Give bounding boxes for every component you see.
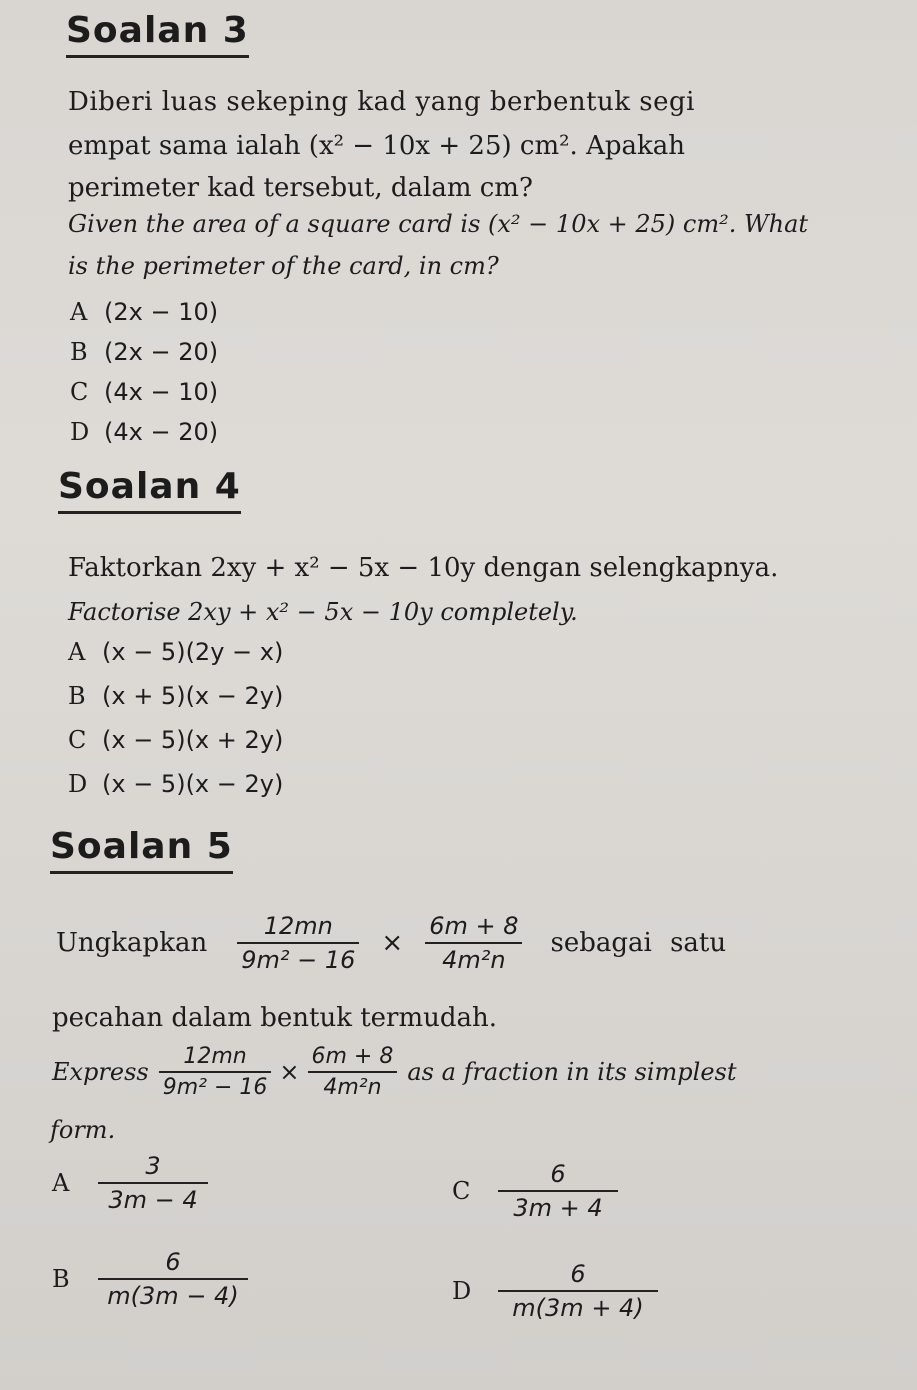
q5-option-d-fraction <box>498 1260 658 1322</box>
q5-malay-fraction-2 <box>425 912 522 974</box>
q3-heading: Soalan 3 <box>66 10 249 58</box>
q5-english-fraction-1-den: 9m² − 16 <box>162 1075 268 1100</box>
q5-english-fraction-2-num: 6m + 8 <box>308 1044 398 1073</box>
q5-malay-fraction-2-den: 4m²n <box>442 946 506 974</box>
q3-option-d[interactable] <box>70 418 218 446</box>
q5-heading: Soalan 5 <box>50 826 233 874</box>
q3-option-c[interactable] <box>70 378 218 406</box>
q3-option-c-letter: C <box>70 378 89 406</box>
q4-option-d-value: (x − 5)(x − 2y) <box>102 770 284 798</box>
q3-option-b[interactable] <box>70 338 218 366</box>
q4-option-b[interactable] <box>68 682 283 710</box>
q3-english-line-1: Given the area of a square card is (x² − 10x + 25) cm². What <box>68 210 809 238</box>
q4-malay: Faktorkan 2xy + x² − 5x − 10y dengan selengkapnya. <box>68 553 779 583</box>
q5-malay-times-sign: × <box>381 928 404 958</box>
q5-english-prefix: Express <box>52 1058 149 1086</box>
q5-option-d-den: m(3m + 4) <box>512 1294 644 1322</box>
q3-option-a-value: (2x − 10) <box>104 298 219 326</box>
q5-malay-line-2: pecahan dalam bentuk termudah. <box>52 1003 498 1033</box>
q4-option-c-value: (x − 5)(x + 2y) <box>102 726 284 754</box>
q5-english-suffix: as a fraction in its simplest <box>407 1058 737 1086</box>
q5-english-times-sign: × <box>279 1058 300 1086</box>
q5-option-c-den: 3m + 4 <box>513 1194 603 1222</box>
q5-option-b-num: 6 <box>98 1248 248 1280</box>
q5-english-fraction-2-den: 4m²n <box>323 1075 382 1100</box>
q5-option-a[interactable] <box>52 1152 208 1214</box>
q3-option-d-value: (4x − 20) <box>104 418 219 446</box>
q5-malay-fraction-2-num: 6m + 8 <box>425 912 522 944</box>
q5-malay-expression-line <box>56 912 726 974</box>
q3-english-line-2: is the perimeter of the card, in cm? <box>68 252 499 280</box>
q5-malay-prefix: Ungkapkan <box>56 928 208 958</box>
q4-option-d-letter: D <box>68 770 88 798</box>
q5-english-expression-line <box>52 1044 737 1100</box>
q4-option-d[interactable] <box>68 770 283 798</box>
q4-option-a-value: (x − 5)(2y − x) <box>102 638 284 666</box>
q5-option-b-fraction <box>98 1248 248 1310</box>
q3-option-d-letter: D <box>70 418 90 446</box>
q5-option-c-letter: C <box>452 1177 471 1205</box>
q4-option-a[interactable] <box>68 638 283 666</box>
q5-english-line-2: form. <box>50 1116 116 1144</box>
q3-option-b-value: (2x − 20) <box>104 338 219 366</box>
q5-english-fraction-1-num: 12mn <box>159 1044 272 1073</box>
q5-malay-suffix: sebagai satu <box>550 928 727 958</box>
q3-malay-line-2: empat sama ialah (x² − 10x + 25) cm². Apakah <box>68 131 685 161</box>
q5-malay-fraction-1-num: 12mn <box>237 912 359 944</box>
q5-english-fraction-1 <box>159 1044 272 1100</box>
q4-option-b-value: (x + 5)(x − 2y) <box>102 682 284 710</box>
q5-option-b-den: m(3m − 4) <box>107 1282 239 1310</box>
q5-option-d-letter: D <box>452 1277 472 1305</box>
q5-option-b-letter: B <box>52 1265 70 1293</box>
q5-option-c-num: 6 <box>498 1160 618 1192</box>
q5-malay-fraction-1-den: 9m² − 16 <box>241 946 356 974</box>
q4-option-a-letter: A <box>68 638 86 666</box>
q5-option-c-fraction <box>498 1160 618 1222</box>
q5-option-a-fraction <box>98 1152 208 1214</box>
q5-option-c[interactable] <box>452 1160 618 1222</box>
q5-option-d[interactable] <box>452 1260 658 1322</box>
q4-option-c[interactable] <box>68 726 283 754</box>
q3-option-a[interactable] <box>70 298 218 326</box>
q5-english-fraction-2 <box>308 1044 398 1100</box>
q5-option-a-den: 3m − 4 <box>108 1186 198 1214</box>
q5-option-b[interactable] <box>52 1248 248 1310</box>
q3-option-b-letter: B <box>70 338 88 366</box>
q5-option-a-letter: A <box>52 1169 70 1197</box>
q4-english: Factorise 2xy + x² − 5x − 10y completely. <box>68 598 578 626</box>
q5-option-d-num: 6 <box>498 1260 658 1292</box>
q4-option-b-letter: B <box>68 682 86 710</box>
q5-malay-fraction-1 <box>237 912 359 974</box>
q4-heading: Soalan 4 <box>58 466 241 514</box>
q3-malay-line-3: perimeter kad tersebut, dalam cm? <box>68 173 533 203</box>
q4-option-c-letter: C <box>68 726 87 754</box>
q5-option-a-num: 3 <box>98 1152 208 1184</box>
q3-option-a-letter: A <box>70 298 88 326</box>
q3-malay-line-1: Diberi luas sekeping kad yang berbentuk segi <box>68 87 695 117</box>
q3-option-c-value: (4x − 10) <box>104 378 219 406</box>
